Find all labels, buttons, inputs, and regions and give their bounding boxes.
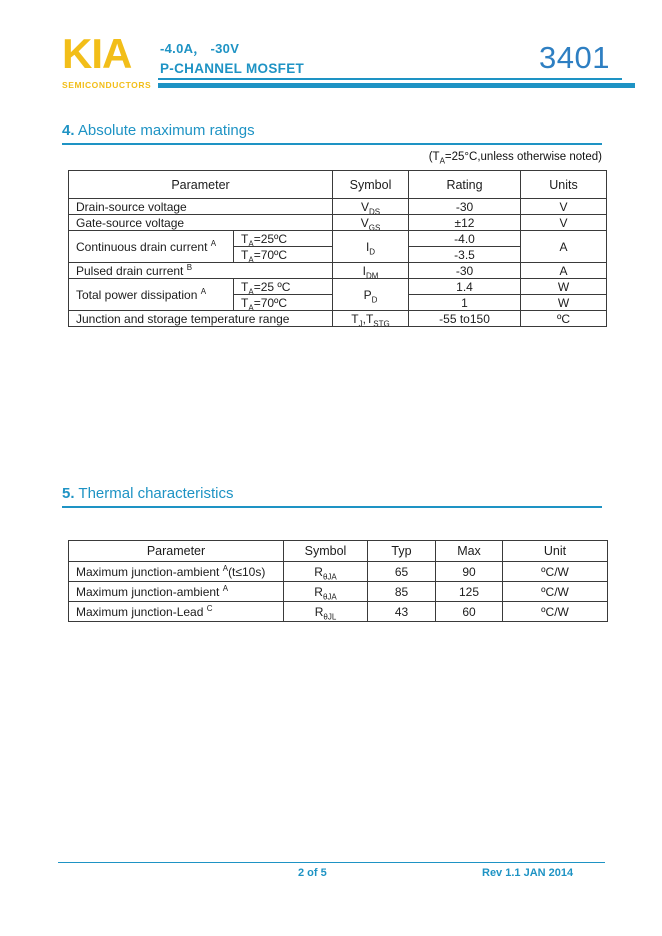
table-row: [69, 231, 607, 247]
param-cell: Maximum junction-ambient $^A$(t≤10s): [69, 562, 284, 582]
typ-cell: 43: [368, 602, 436, 622]
param-cell: Maximum junction-Lead $^C$: [69, 602, 284, 622]
condition-cell: $T_A=70ºC$: [234, 295, 333, 311]
typ-cell: 85: [368, 582, 436, 602]
units-cell: ºC: [521, 311, 607, 327]
header-rule-thick: [158, 83, 635, 88]
symbol-cell: $R_{\theta JA}$: [284, 562, 368, 582]
units-cell: V: [521, 199, 607, 215]
param-cell: Total power dissipation $^A$: [69, 279, 234, 311]
column-header-symbol: Symbol: [333, 171, 409, 199]
param-cell: Junction and storage temperature range: [69, 311, 333, 327]
rating-cell: -30: [409, 263, 521, 279]
symbol-cell: $V_{GS}$: [333, 215, 409, 231]
section-title-text: Thermal characteristics: [74, 485, 234, 502]
table-header-row: [69, 171, 607, 199]
product-summary: [160, 38, 304, 76]
rating-cell: -55 to150: [409, 311, 521, 327]
brand-tagline: SEMICONDUCTORS: [62, 80, 152, 90]
param-cell: Continuous drain current $^A$: [69, 231, 234, 263]
symbol-cell: $T_J,T_{STG}$: [333, 311, 409, 327]
product-specs: -4.0A， -30V: [160, 41, 240, 56]
brand-logo: [62, 30, 158, 90]
symbol-cell: $I_D$: [333, 231, 409, 263]
units-cell: A: [521, 263, 607, 279]
rating-cell: -30: [409, 199, 521, 215]
table-row: [69, 215, 607, 231]
thermal-characteristics-table: [68, 540, 608, 622]
column-header-parameter: Parameter: [69, 541, 284, 562]
section-title-absolute-maximum-ratings: [62, 122, 602, 145]
table-header-row: [69, 541, 608, 562]
table-row: [69, 199, 607, 215]
table-row: [69, 279, 607, 295]
section-number: 5.: [62, 485, 75, 502]
column-header-max: Max: [436, 541, 503, 562]
column-header-symbol: Symbol: [284, 541, 368, 562]
revision-info: Rev 1.1 JAN 2014: [482, 867, 574, 879]
absolute-maximum-ratings-table: [68, 170, 607, 327]
rating-cell: ±12: [409, 215, 521, 231]
param-cell: Drain-source voltage: [69, 199, 333, 215]
product-type: P-CHANNEL MOSFET: [160, 61, 305, 76]
condition-cell: $T_A=25$ ºC: [234, 279, 333, 295]
rating-cell: 1: [409, 295, 521, 311]
table-row: [69, 263, 607, 279]
units-cell: V: [521, 215, 607, 231]
condition-cell: $T_A=70ºC$: [234, 247, 333, 263]
max-cell: 90: [436, 562, 503, 582]
column-header-units: Units: [521, 171, 607, 199]
page-number: 2 of 5: [298, 867, 327, 879]
column-header-typ: Typ: [368, 541, 436, 562]
table-row: [69, 311, 607, 327]
part-number: 3401: [539, 40, 610, 75]
symbol-cell: $P_D$: [333, 279, 409, 311]
symbol-cell: $R_{\theta JL}$: [284, 602, 368, 622]
symbol-cell: $R_{\theta JA}$: [284, 582, 368, 602]
max-cell: 125: [436, 582, 503, 602]
column-header-parameter: Parameter: [69, 171, 333, 199]
brand-name: KIA: [62, 30, 132, 77]
table-condition-note: ($T_A=25^\circ C,unless$ otherwise noted): [428, 151, 602, 166]
rating-cell: 1.4: [409, 279, 521, 295]
units-cell: A: [521, 231, 607, 263]
symbol-cell: $I_{DM}$: [333, 263, 409, 279]
section-number: 4.: [62, 122, 75, 139]
column-header-unit: Unit: [503, 541, 608, 562]
param-cell: Gate-source voltage: [69, 215, 333, 231]
column-header-rating: Rating: [409, 171, 521, 199]
symbol-cell: $V_{DS}$: [333, 199, 409, 215]
unit-cell: ºC/W: [503, 582, 608, 602]
section-title-text: Absolute maximum ratings: [74, 122, 255, 139]
table-row: [69, 602, 608, 622]
header-rule-thin: [158, 78, 622, 80]
section-title-thermal-characteristics: [62, 485, 602, 508]
param-cell: Maximum junction-ambient $^A$: [69, 582, 284, 602]
param-cell: Pulsed drain current $^B$: [69, 263, 333, 279]
table-row: [69, 562, 608, 582]
max-cell: 60: [436, 602, 503, 622]
unit-cell: ºC/W: [503, 562, 608, 582]
table-row: [69, 582, 608, 602]
condition-cell: $T_A=25ºC$: [234, 231, 333, 247]
units-cell: W: [521, 295, 607, 311]
units-cell: W: [521, 279, 607, 295]
typ-cell: 65: [368, 562, 436, 582]
footer-rule: [58, 862, 605, 863]
rating-cell: -3.5: [409, 247, 521, 263]
rating-cell: -4.0: [409, 231, 521, 247]
unit-cell: ºC/W: [503, 602, 608, 622]
